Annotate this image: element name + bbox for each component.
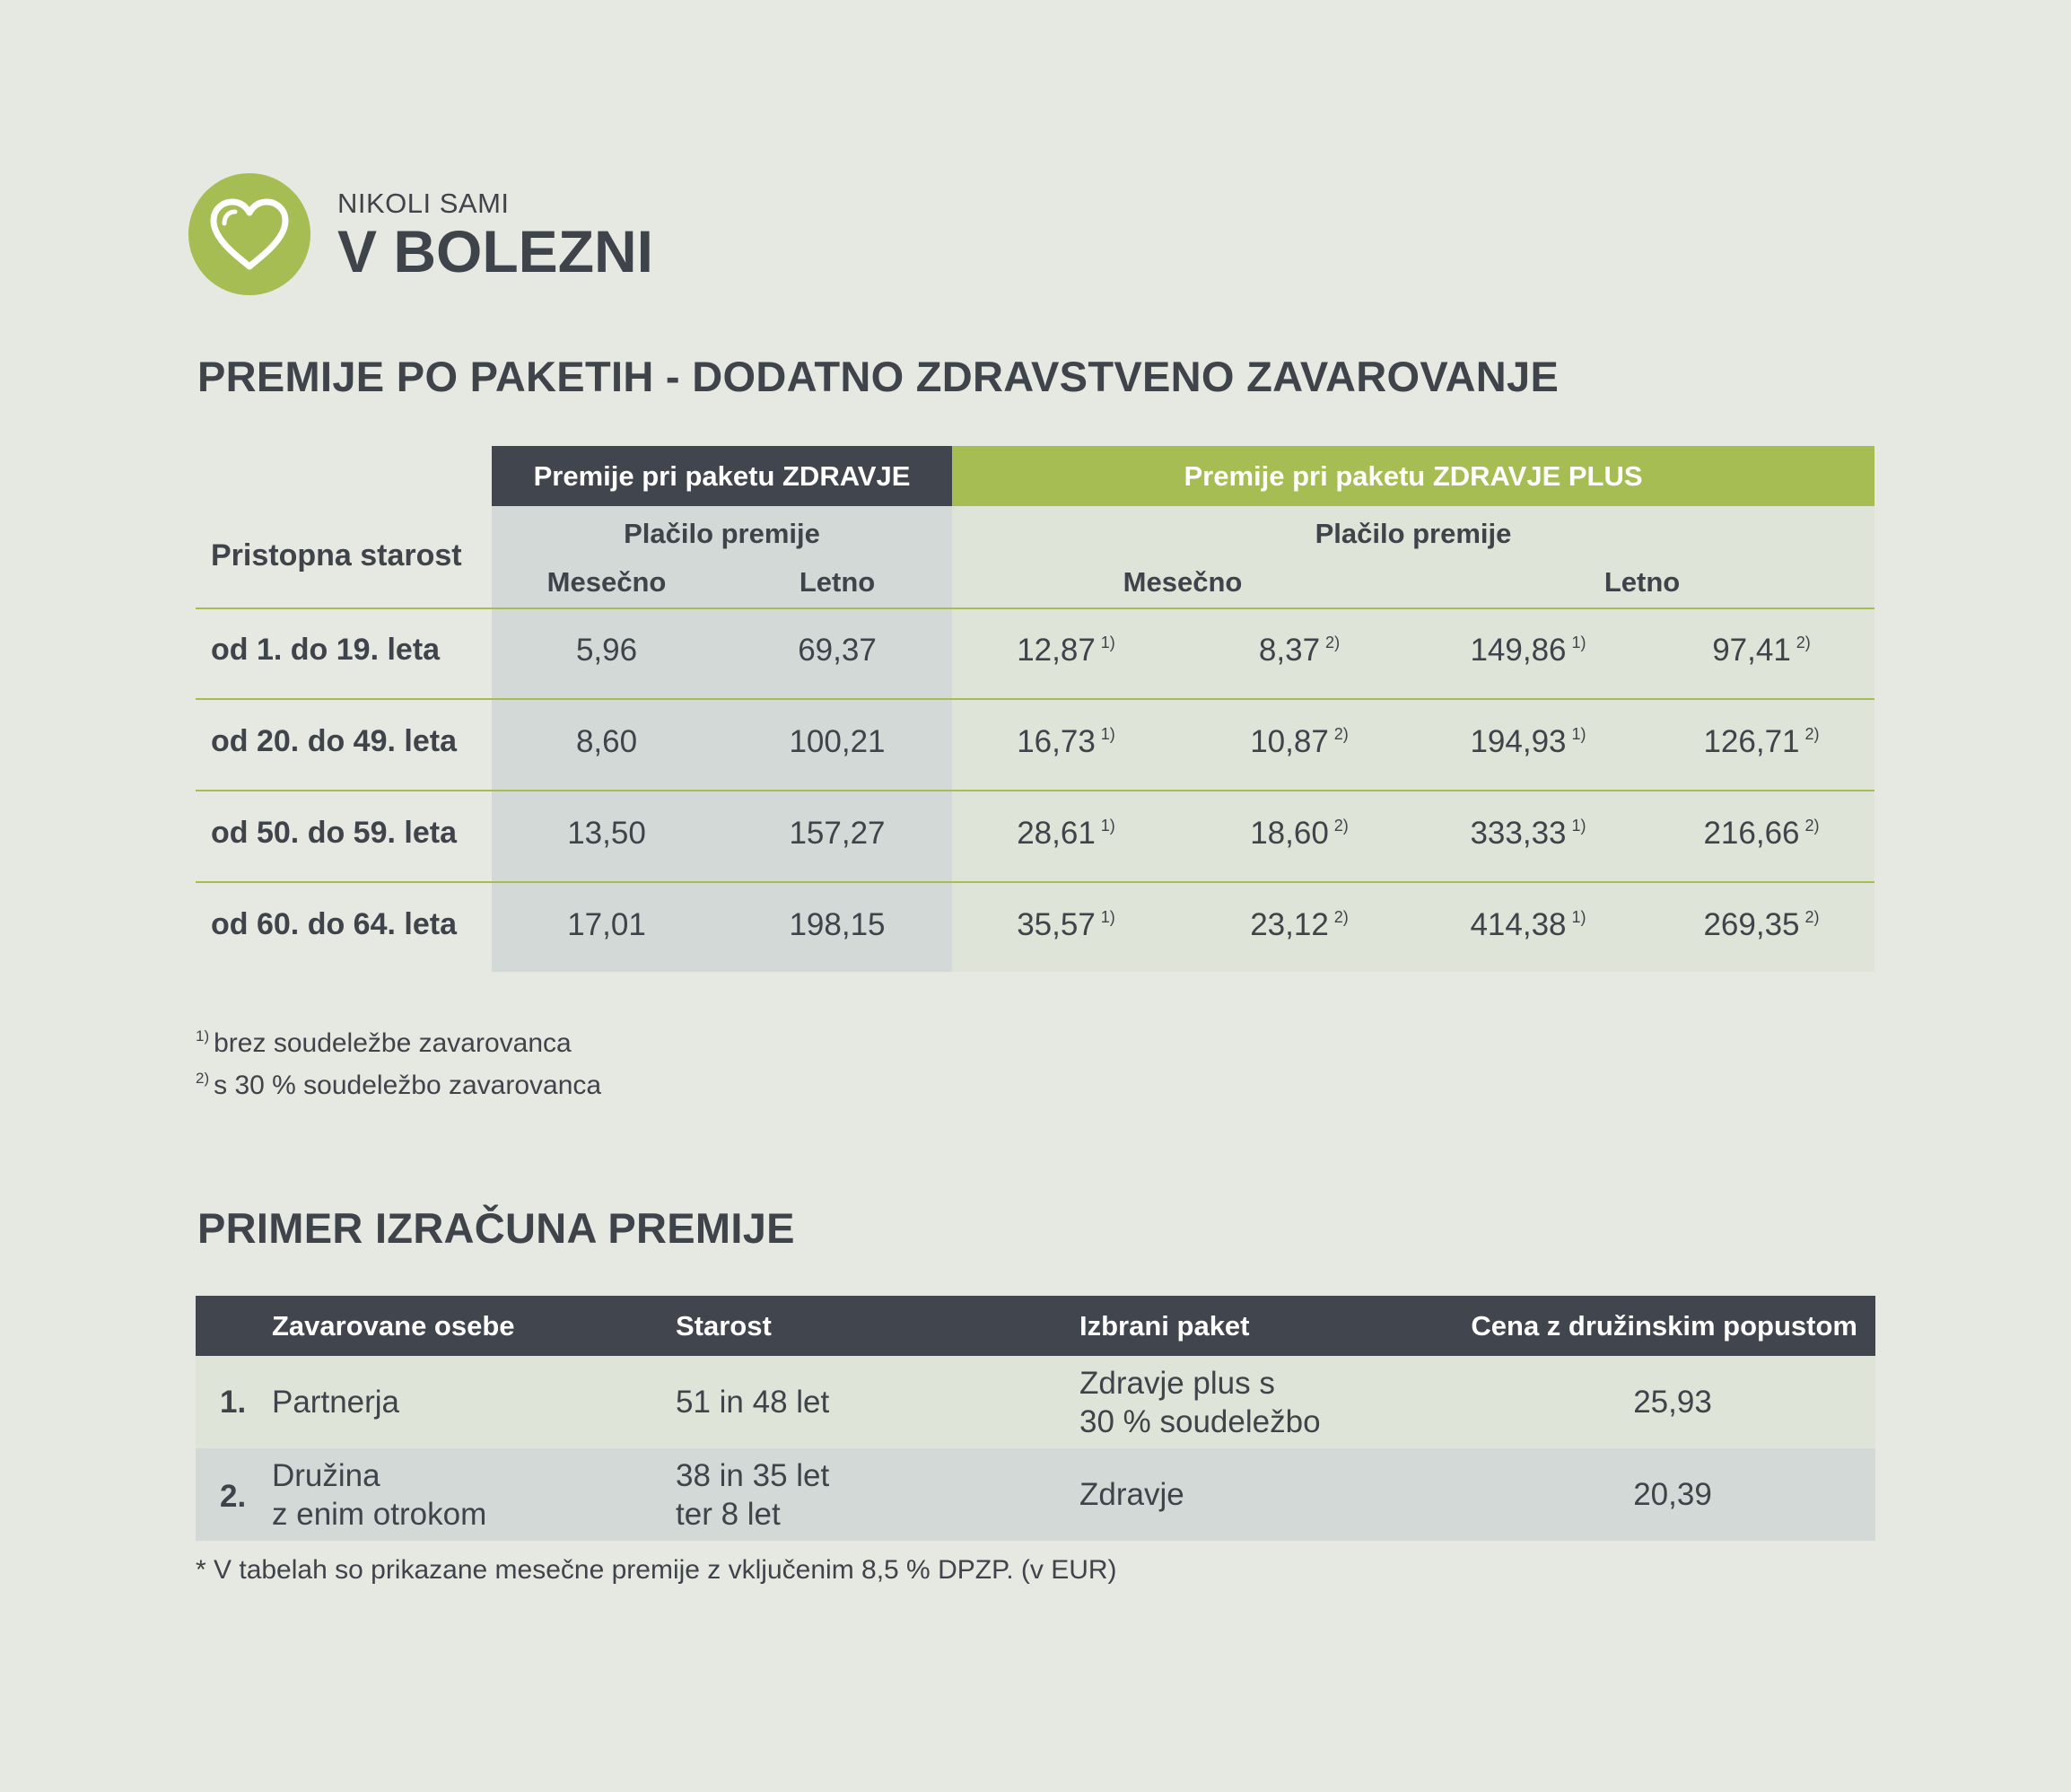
note-mark: 2) (196, 1070, 210, 1087)
footnote-mark: 1) (1100, 725, 1115, 743)
footnote-mark: 2) (1804, 725, 1820, 743)
cell-plus-yearly-2 (1703, 907, 1819, 943)
cell-line: Zdravje plus s (1079, 1365, 1275, 1401)
header-age: Starost (676, 1310, 772, 1342)
cell-line: 38 in 35 let (676, 1457, 830, 1493)
value: 8,37 (1258, 633, 1321, 668)
row-number: 1. (220, 1385, 247, 1420)
footnote-mark: 2) (1804, 817, 1820, 835)
footnote-mark: 1) (1571, 908, 1586, 926)
header-zdravje: Premije pri paketu ZDRAVJE (492, 446, 952, 506)
footnote-mark: 2) (1796, 634, 1811, 651)
cell-zdravje-monthly: 17,01 (567, 907, 646, 942)
cell-plus-yearly-2 (1703, 724, 1819, 760)
logo-badge (188, 173, 310, 295)
cell-age (676, 1448, 829, 1541)
value: 12,87 (1017, 633, 1096, 668)
value: 194,93 (1470, 724, 1567, 759)
footnote-mark: 2) (1333, 725, 1349, 743)
value: 216,66 (1703, 816, 1800, 851)
table-row (196, 1448, 1875, 1541)
heart-icon (208, 197, 291, 272)
cell-plus-yearly-1 (1470, 633, 1586, 669)
divider (196, 608, 1874, 609)
cell-plus-yearly-1 (1470, 907, 1586, 943)
cell-zdravje-monthly: 5,96 (575, 633, 638, 668)
value: 414,38 (1470, 907, 1567, 942)
footnote-mark: 2) (1333, 908, 1349, 926)
cell-plus-yearly-2 (1703, 816, 1819, 852)
footnote-mark: 1) (1571, 634, 1586, 651)
cell-price: 20,39 (1633, 1477, 1712, 1512)
cell-plus-monthly-2 (1250, 907, 1349, 943)
row-number: 2. (220, 1479, 247, 1514)
header-entry-age: Pristopna starost (211, 538, 462, 573)
header-insured-persons: Zavarovane osebe (272, 1310, 515, 1342)
header-package: Izbrani paket (1079, 1310, 1250, 1342)
note-mark: 1) (196, 1027, 210, 1045)
row-age-label: od 60. do 64. leta (211, 907, 457, 941)
example-header-row (196, 1296, 1875, 1356)
cell-plus-monthly-1 (1017, 724, 1115, 760)
cell-plus-monthly-2 (1250, 724, 1349, 760)
header-yearly-zdravje-plus: Letno (1603, 566, 1681, 598)
cell-line: 51 in 48 let (676, 1385, 830, 1420)
note-text: brez soudeležbe zavarovanca (214, 1028, 572, 1058)
cell-plus-monthly-2 (1259, 633, 1340, 669)
value: 28,61 (1017, 816, 1096, 851)
note-text: s 30 % soudeležbo zavarovanca (214, 1071, 602, 1100)
table-notes (196, 1018, 601, 1103)
value: 23,12 (1250, 907, 1329, 942)
cell-line: 30 % soudeležbo (1079, 1403, 1321, 1439)
cell-zdravje-yearly: 198,15 (789, 907, 886, 942)
divider (196, 790, 1874, 791)
value: 126,71 (1703, 724, 1800, 759)
header-monthly-zdravje: Mesečno (546, 566, 667, 598)
cell-plus-monthly-1 (1017, 633, 1115, 669)
section-title-premiums: PREMIJE PO PAKETIH - DODATNO ZDRAVSTVENO ZAVAROVANJE (197, 353, 1560, 400)
value: 16,73 (1017, 724, 1096, 759)
cell-plus-monthly-1 (1017, 816, 1115, 852)
footnote-mark: 2) (1804, 908, 1820, 926)
note-2 (196, 1061, 601, 1103)
footnote-mark: 2) (1325, 634, 1341, 651)
header-zdravje-plus: Premije pri paketu ZDRAVJE PLUS (952, 446, 1874, 506)
logo-title: V BOLEZNI (337, 218, 654, 284)
footnote-mark: 2) (1333, 817, 1349, 835)
cell-zdravje-monthly: 13,50 (567, 816, 646, 851)
cell-plus-yearly-2 (1712, 633, 1811, 669)
footnote-mark: 1) (1571, 817, 1586, 835)
logo (188, 173, 653, 295)
cell-package (1079, 1356, 1321, 1448)
cell-line: z enim otrokom (272, 1496, 487, 1532)
cell-line: ter 8 let (676, 1496, 781, 1532)
header-family-price: Cena z družinskim popustom (1471, 1310, 1857, 1342)
footnote-mark: 1) (1100, 908, 1115, 926)
note-1 (196, 1018, 601, 1061)
cell-line: Partnerja (272, 1385, 400, 1420)
footnote: * V tabelah so prikazane mesečne premije z vključenim 8,5 % DPZP. (v EUR) (196, 1555, 1117, 1585)
cell-line: Zdravje (1079, 1477, 1184, 1512)
cell-zdravje-monthly: 8,60 (575, 724, 638, 759)
cell-plus-monthly-1 (1017, 907, 1115, 943)
cell-line: Družina (272, 1457, 380, 1493)
logo-tagline: NIKOLI SAMI (337, 188, 510, 219)
divider (196, 881, 1874, 883)
value: 149,86 (1470, 633, 1567, 668)
row-age-label: od 20. do 49. leta (211, 724, 457, 758)
value: 97,41 (1712, 633, 1791, 668)
cell-zdravje-yearly: 69,37 (798, 633, 877, 668)
divider (196, 698, 1874, 700)
cell-plus-yearly-1 (1470, 724, 1586, 760)
cell-persons (272, 1448, 486, 1541)
header-payment-zdravje: Plačilo premije (624, 518, 820, 549)
table-row (196, 1356, 1875, 1448)
cell-age (676, 1356, 829, 1448)
cell-plus-monthly-2 (1250, 816, 1349, 852)
cell-price: 25,93 (1633, 1385, 1712, 1420)
row-age-label: od 50. do 59. leta (211, 816, 457, 850)
header-payment-zdravje-plus: Plačilo premije (1315, 518, 1512, 549)
footnote-mark: 1) (1571, 725, 1586, 743)
header-yearly-zdravje: Letno (799, 566, 876, 598)
cell-plus-yearly-1 (1470, 816, 1586, 852)
value: 18,60 (1250, 816, 1329, 851)
value: 10,87 (1250, 724, 1329, 759)
value: 333,33 (1470, 816, 1567, 851)
header-monthly-zdravje-plus: Mesečno (1123, 566, 1243, 598)
section-title-example: PRIMER IZRAČUNA PREMIJE (197, 1204, 795, 1252)
cell-zdravje-yearly: 157,27 (789, 816, 886, 851)
footnote-mark: 1) (1100, 817, 1115, 835)
cell-persons (272, 1356, 399, 1448)
row-age-label: od 1. do 19. leta (211, 633, 441, 667)
cell-package (1079, 1448, 1184, 1541)
cell-zdravje-yearly: 100,21 (789, 724, 886, 759)
footnote-mark: 1) (1100, 634, 1115, 651)
value: 269,35 (1703, 907, 1800, 942)
value: 35,57 (1017, 907, 1096, 942)
